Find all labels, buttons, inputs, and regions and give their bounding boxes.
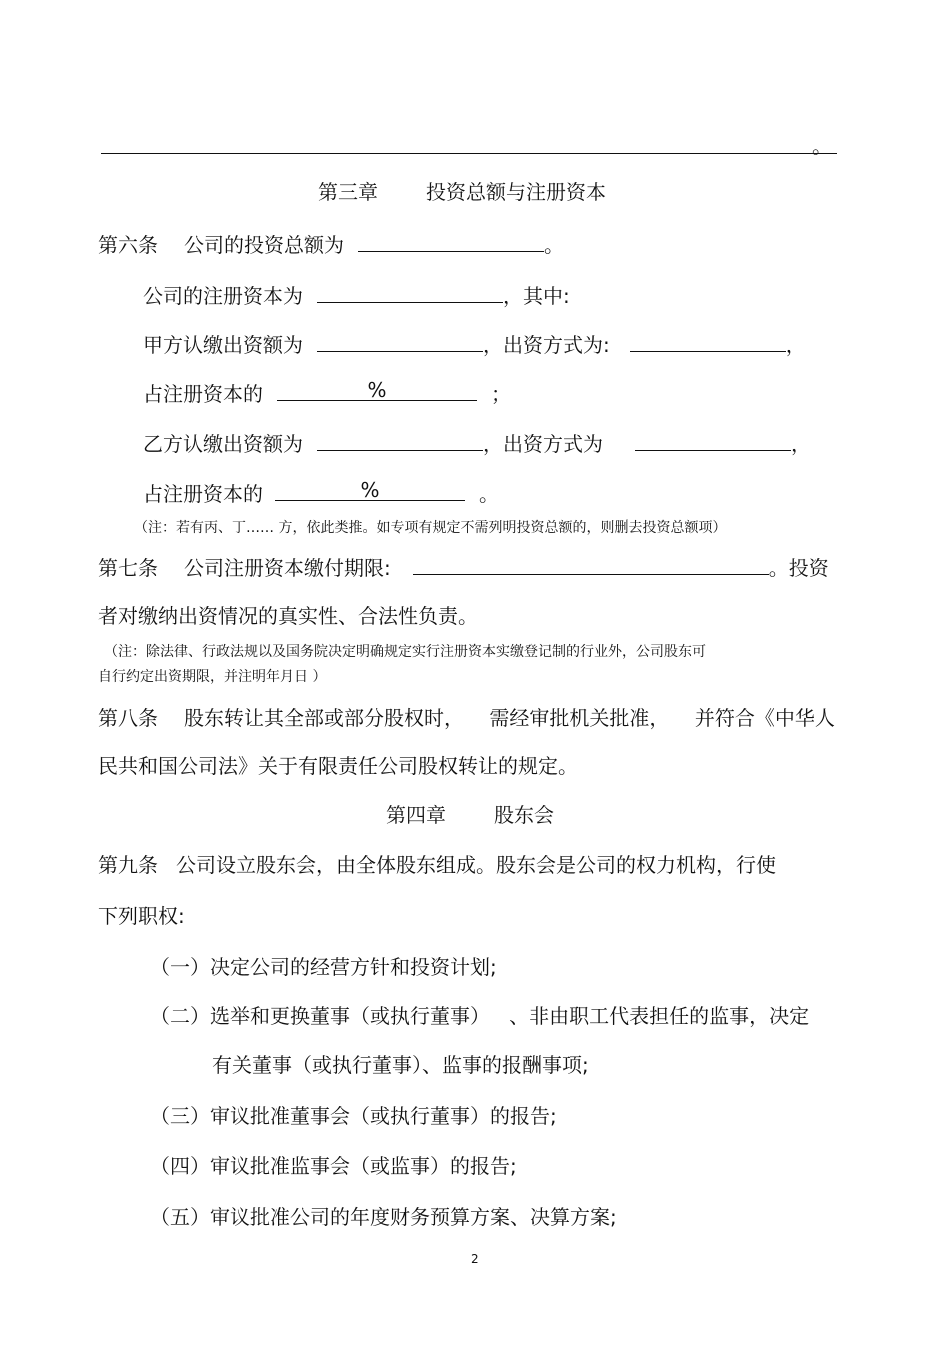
article-9-label: 第九条 <box>98 853 158 877</box>
party-a-percent-blank[interactable] <box>277 380 477 401</box>
article-8-line1 <box>98 706 835 730</box>
party-a-method-end: ， <box>785 333 806 357</box>
party-a-percent-sign: % <box>367 378 387 402</box>
article-6-label: 第六条 <box>98 233 158 257</box>
registered-label: 公司的注册资本为 <box>143 284 303 308</box>
chapter-3-number: 第三章 <box>318 180 378 204</box>
article-7-line1 <box>98 554 829 580</box>
party-a-amount-label: 甲方认缴出资额为 <box>143 333 303 357</box>
party-b-method-blank[interactable] <box>635 430 791 451</box>
power-item-1: （一）决定公司的经营方针和投资计划; <box>150 955 497 979</box>
party-a-method-label: ，出资方式为: <box>483 333 610 357</box>
top-fill-line <box>101 153 837 154</box>
party-b-percent-sign: % <box>360 478 380 502</box>
power-item-2-continued: 有关董事（或执行董事）、监事的报酬事项; <box>212 1053 589 1077</box>
chapter-4-title: 股东会 <box>494 803 554 827</box>
article-6-line1 <box>98 231 564 257</box>
article-7-label: 第七条 <box>98 556 158 580</box>
article-8-label: 第八条 <box>98 706 158 730</box>
party-a-share-line <box>143 380 511 406</box>
party-a-amount-line <box>143 331 806 357</box>
investment-end: 。 <box>544 233 564 257</box>
top-line-end-mark: 。 <box>812 134 832 158</box>
page-number: 2 <box>471 1252 479 1266</box>
registered-end: ，其中: <box>503 284 570 308</box>
party-a-share-label: 占注册资本的 <box>143 382 263 406</box>
chapter-3-title: 投资总额与注册资本 <box>426 180 606 204</box>
party-a-amount-blank[interactable] <box>317 331 483 352</box>
power-item-2: （二）选举和更换董事（或执行董事） 、非由职工代表担任的监事，决定 <box>150 1004 810 1028</box>
power-item-5: （五）审议批准公司的年度财务预算方案、决算方案; <box>150 1205 617 1229</box>
party-b-method-label: ，出资方式为 <box>483 432 603 456</box>
party-b-amount-label: 乙方认缴出资额为 <box>143 432 303 456</box>
investment-blank[interactable] <box>358 231 544 252</box>
article-9-line2: 下列职权: <box>98 904 185 928</box>
article-7-note-line2: 自行约定出资期限，并注明年月日 ） <box>98 669 327 685</box>
article-9-line1 <box>98 853 776 877</box>
payment-deadline-blank[interactable] <box>413 554 769 575</box>
party-a-method-blank[interactable] <box>630 331 786 352</box>
article-8-text: 股东转让其全部或部分股权时， 需经审批机关批准， 并符合《中华人 <box>184 706 835 730</box>
party-b-amount-blank[interactable] <box>317 430 483 451</box>
investment-label: 公司的投资总额为 <box>184 233 344 257</box>
article-8-line2: 民共和国公司法》关于有限责任公司股权转让的规定。 <box>98 754 578 778</box>
article-7-line2: 者对缴纳出资情况的真实性、合法性负责。 <box>98 604 478 628</box>
party-b-percent-blank[interactable] <box>275 480 465 501</box>
chapter-4-number: 第四章 <box>386 803 446 827</box>
party-b-amount-line <box>143 430 811 456</box>
party-b-method-end: ， <box>791 432 811 456</box>
registered-blank[interactable] <box>317 282 503 303</box>
chapter-3-heading <box>318 180 606 204</box>
party-b-share-label: 占注册资本的 <box>143 482 263 506</box>
article-9-text: 公司设立股东会，由全体股东组成。股东会是公司的权力机构，行使 <box>176 853 776 877</box>
article-7-note-line1: （注：除法律、行政法规以及国务院决定明确规定实行注册资本实缴登记制的行业外，公司股东可 <box>104 644 706 660</box>
payment-deadline-label: 公司注册资本缴付期限: <box>184 556 391 580</box>
power-item-4: （四）审议批准监事会（或监事）的报告; <box>150 1154 517 1178</box>
party-b-share-line <box>143 480 499 506</box>
registered-capital-line <box>143 282 570 308</box>
party-b-share-end: 。 <box>479 482 499 506</box>
article-7-line1-end: 。投资 <box>768 556 829 580</box>
party-a-share-end: ； <box>491 382 511 406</box>
chapter-4-heading <box>386 803 554 827</box>
power-item-3: （三）审议批准董事会（或执行董事）的报告; <box>150 1104 557 1128</box>
article-6-note: （注：若有丙、丁…… 方，依此类推。如专项有规定不需列明投资总额的，则删去投资总额项） <box>134 520 727 536</box>
